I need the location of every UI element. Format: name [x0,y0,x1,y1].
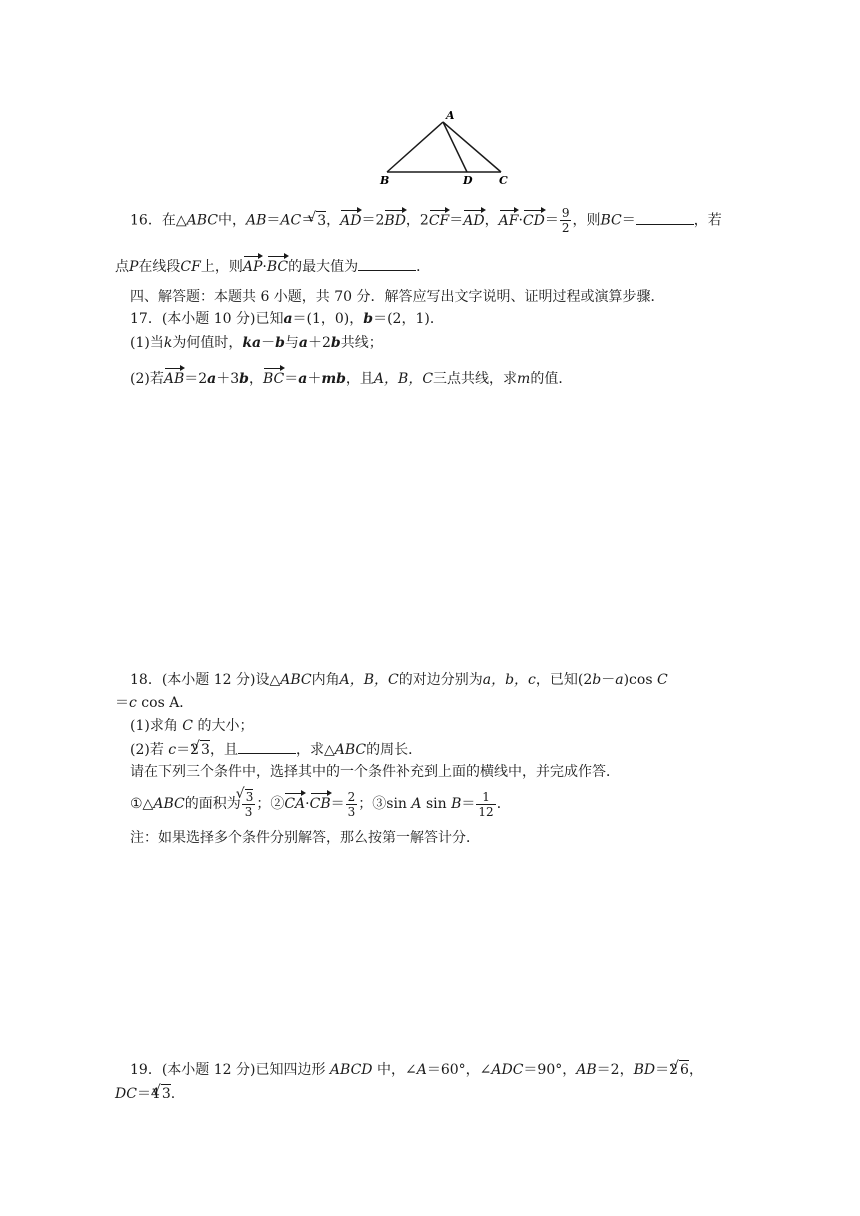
q19-line2: DC＝4√ 3. [115,1084,175,1103]
fraction-9-2: $\frac{9}{2}$ [561,206,570,235]
q18-instruction: 请在下列三个条件中，选择其中的一个条件补充到上面的横线中，并完成作答． [130,764,620,780]
q16-line1: 16．在△ABC中，AB＝AC＝√ 3，AD＝2BD，2CF＝AD，AF·CD＝ $\frac{9}{2}$ ，则BC＝ ，若 [130,206,722,235]
triangle-figure [370,108,520,188]
q18-stem-line2: ＝c cos A． [115,695,194,711]
q18-options: ①△ABC的面积为 √ $\frac{3}{3}$ ；②CA·CB＝ $\frac{2}{3}$ ；③sin A sin B＝ $\frac{1}{12}$ ． [130,789,511,819]
fraction-1-12: $\frac{1}{12}$ [478,789,494,819]
section-4-heading: 四、解答题：本题共 6 小题，共 70 分．解答应写出文字说明、证明过程或演算步骤． [130,289,665,305]
side-ac [443,122,501,172]
q18-part1: (1)求角 C 的大小； [130,718,254,734]
label-c: C [499,174,508,187]
q19-line1: 19．(本小题 12 分)已知四边形 ABCD 中，∠A＝60°，∠ADC＝90°，AB＝2，BD＝2√ 6， [130,1060,703,1079]
q17-part1: (1)当k为何值时，ka－b与a＋2b共线； [130,335,383,351]
side-ad [443,122,467,172]
side-ab [387,122,443,172]
fraction-sqrt3-3: √ $\frac{3}{3}$ [242,789,256,819]
q18-part2: (2)若 c＝2√ 3，且 ，求△ABC的周长． [130,740,422,759]
label-d: D [463,174,473,187]
q17-part2: (2)若AB＝2a＋3b，BC＝a＋mb，且A，B，C三点共线，求m的值． [130,371,573,387]
label-b: B [380,174,390,187]
q16-line2: 点P在线段CF上，则AP·BC的最大值为 ． [115,259,431,275]
q17-stem: 17．(本小题 10 分)已知a＝(1，0)，b＝(2，1)． [130,311,444,327]
q18-note: 注：如果选择多个条件分别解答，那么按第一解答计分． [130,830,480,846]
answer-blank-max[interactable] [358,258,416,271]
answer-blank-bc[interactable] [636,212,694,225]
q18-stem-line1: 18．(本小题 12 分)设△ABC内角A，B，C的对边分别为a，b，c，已知(2b－a)cos C [130,672,668,688]
label-a: A [446,109,455,122]
fraction-2-3: $\frac{2}{3}$ [347,789,356,819]
condition-blank[interactable] [238,741,296,754]
